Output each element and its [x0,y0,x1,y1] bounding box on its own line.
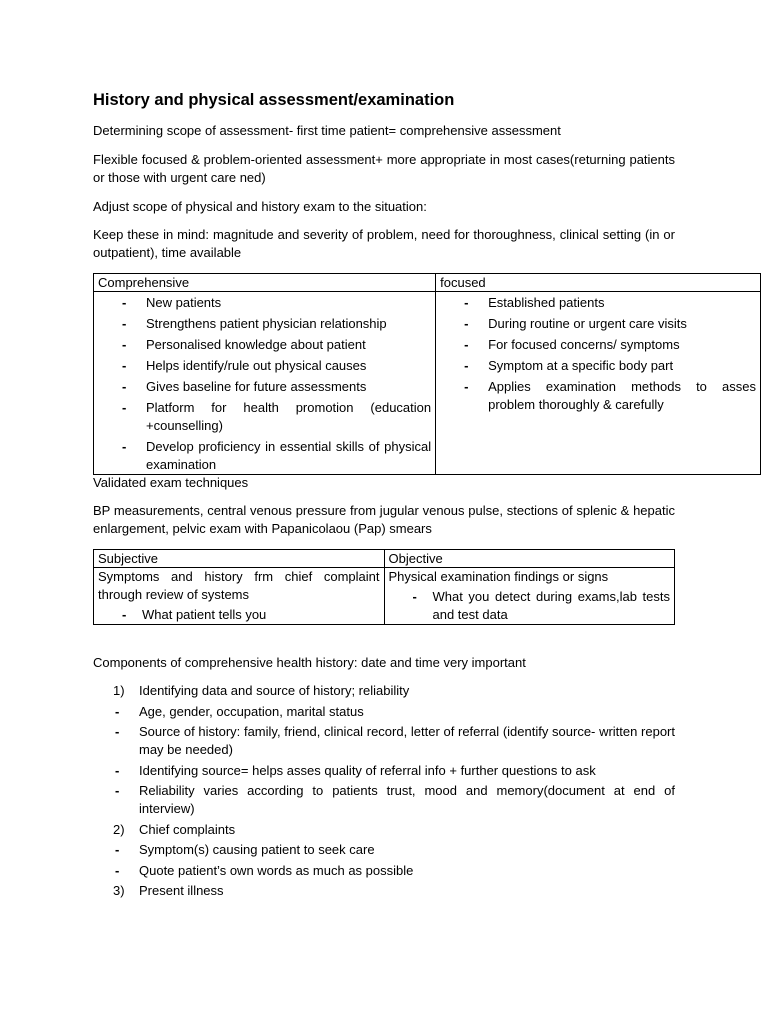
list-item: 1) Identifying data and source of history; reliability [113,683,410,698]
header-focused: focused [436,274,761,292]
list-item: - Strengthens patient physician relationship [98,315,431,333]
list-item: - What patient tells you [98,606,380,624]
components-list [93,682,675,903]
list-item: 2) Chief complaints [113,821,236,837]
components-heading: Components of comprehensive health history: date and time very important [93,655,526,670]
subjective-list [98,606,380,624]
focused-list [440,294,756,414]
header-subjective: Subjective [94,550,385,568]
header-objective: Objective [384,550,675,568]
list-item: - During routine or urgent care visits [440,315,756,333]
list-marker: 2) [113,821,125,837]
list-item: - What you detect during exams,lab tests and test data [389,588,671,624]
list-item: - Symptom at a specific body part [440,357,756,375]
objective-text: Physical examination findings or signs [388,569,609,584]
objective-list [389,588,671,624]
subjective-text: Symptoms and history frm chief complaint through review of systems [98,569,380,602]
list-item: - Source of history: family, friend, clinical record, letter of referral (identify source- written report may be needed) [115,724,675,757]
paragraph-flexible: Flexible focused & problem-oriented assessment+ more appropriate in most cases(returning patients or those with urgent care ned) [93,152,675,185]
list-item: - Applies examination methods to asses problem thoroughly & carefully [440,378,756,414]
subjective-cell [94,568,385,625]
list-marker: 1) [113,683,125,698]
comprehensive-cell [94,292,436,475]
list-marker: - [115,703,120,719]
header-comprehensive: Comprehensive [94,274,436,292]
list-item: - Platform for health promotion (education +counselling) [98,399,431,435]
list-item: - Established patients [440,294,756,312]
list-item: - Gives baseline for future assessments [98,378,431,396]
focused-cell [436,292,761,475]
validated-text: BP measurements, central venous pressure from jugular venous pulse, stections of splenic & hepatic enlargement, pelvic exam with Papanicolaou (Pap) smears [93,503,675,536]
list-marker: 3) [113,883,125,898]
subjective-objective-table [93,549,675,625]
list-item: - Helps identify/rule out physical causes [98,357,431,375]
list-marker: - [115,724,120,739]
list-item: - Personalised knowledge about patient [98,336,431,354]
comprehensive-list [98,294,431,474]
list-marker: - [115,862,120,878]
list-item: - Develop proficiency in essential skills of physical examination [98,438,431,474]
paragraph-keep: Keep these in mind: magnitude and severity of problem, need for thoroughness, clinical setting (in or outpatient), time available [93,227,675,260]
page-title: History and physical assessment/examination [93,91,455,109]
list-item: - Quote patient’s own words as much as possible [115,862,414,878]
validated-heading: Validated exam techniques [93,475,249,490]
list-item: 3) Present illness [113,883,224,898]
paragraph-adjust: Adjust scope of physical and history exam to the situation: [93,199,427,214]
list-item: - Symptom(s) causing patient to seek care [115,842,375,857]
objective-cell [384,568,675,625]
paragraph-scope: Determining scope of assessment- first time patient= comprehensive assessment [93,123,561,138]
list-item: - Identifying source= helps asses quality of referral info + further questions to ask [115,762,596,778]
list-marker: - [115,842,120,857]
list-marker: - [115,762,120,778]
list-item: - New patients [98,294,431,312]
list-marker: - [115,783,120,798]
list-item: - For focused concerns/ symptoms [440,336,756,354]
list-item: - Reliability varies according to patients trust, mood and memory(document at end of interview) [115,783,675,816]
comprehensive-focused-table [93,273,761,475]
list-item: - Age, gender, occupation, marital status [115,703,364,719]
